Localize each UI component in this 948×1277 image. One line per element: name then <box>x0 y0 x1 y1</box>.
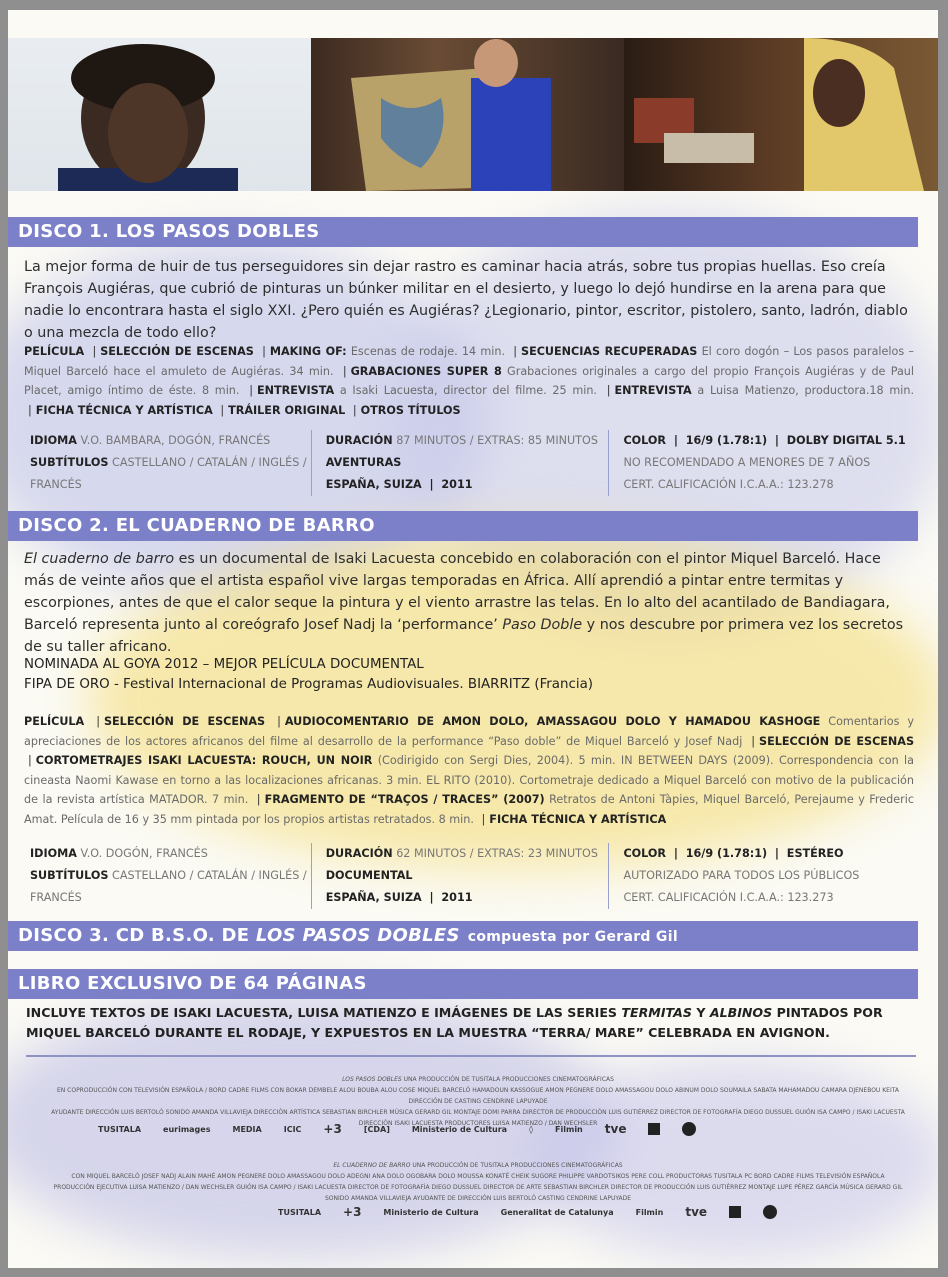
disc3-composer: compuesta por Gerard Gil <box>467 929 678 945</box>
disc1-extra-text: a Isaki Lacuesta, director del filme. 25 min. <box>334 384 597 397</box>
credits-line: EN COPRODUCCIÓN CON TELEVISIÓN ESPAÑOLA / BORD CADRE FILMS CON BOKAR DEMBELE ALOU BOUBA ALOU COSE MIQUEL BARCELÓ HAMADOUN KASSOGUE AMON PEGNERE DOLO AMASSAGOU DOLO ABINUM DOLO SOUMAILA SABATA MAHAMADOU CAMARA DJENEBOU KEITA DIRECCIÓN DE CASTING CENDRINE LAPUYADE <box>56 1087 900 1105</box>
series-termitas: TERMITAS <box>621 1005 692 1020</box>
color-value: COLOR <box>623 847 667 860</box>
disc1-extra-text: a Luisa Matienzo, productora.18 min. <box>691 384 915 397</box>
separator: | <box>256 793 261 806</box>
sponsor-logo <box>729 1206 741 1218</box>
disc1-extra-label: MAKING OF: <box>269 345 347 358</box>
sponsor-logo: +3 <box>343 1205 362 1219</box>
photo-strip <box>8 38 938 191</box>
photo-man-portrait <box>8 38 311 191</box>
logos-row-1 <box>98 1122 696 1136</box>
sponsor-logo: Filmin <box>635 1207 664 1217</box>
performance-title: Paso Doble <box>502 617 583 633</box>
language-label: IDIOMA <box>30 847 77 860</box>
certificate-value: CERT. CALIFICACIÓN I.C.A.A.: 123.278 <box>623 478 834 491</box>
disc1-extras <box>24 342 914 420</box>
book-text-and: Y <box>691 1005 710 1020</box>
separator: | <box>751 734 756 748</box>
disc1-extra-label: ENTREVISTA <box>256 384 335 397</box>
sponsor-logo: tve <box>685 1205 708 1219</box>
disc2-extra-label: FICHA TÉCNICA Y ARTÍSTICA <box>489 812 667 826</box>
year-value: 2011 <box>441 891 473 904</box>
language-value: V.O. DOGÓN, FRANCÉS <box>80 847 208 860</box>
disc2-tech-specs: IDIOMA V.O. DOGÓN, FRANCÉS SUBTÍTULOS CASTELLANO / CATALÁN / INGLÉS / FRANCÉS DURACIÓN 62 MINUTOS / EXTRAS: 23 MINUTOS DOCUMENTAL ESPAÑA, SUIZA | 2011 COLOR | 16/9 (1.78:1) | ESTÉREO AUTORIZADO PARA TODOS LOS PÚBLICOS CERT. CALIFICACIÓN I.C.A.A.: 123.273 <box>30 843 920 909</box>
genre-value: DOCUMENTAL <box>325 869 413 882</box>
disc2-awards <box>24 655 593 695</box>
credits-title: LOS PASOS DOBLES <box>342 1076 402 1083</box>
disc2-extra-label: CORTOMETRAJES ISAKI LACUESTA: ROUCH, UN NOIR <box>35 754 373 767</box>
logos-row-2 <box>278 1205 777 1219</box>
disc1-extra-label: TRÁILER ORIGINAL <box>228 403 346 417</box>
sponsor-logo <box>648 1123 660 1135</box>
sponsor-logo: MEDIA <box>232 1124 262 1134</box>
book-text-end: PINTADOS POR MIQUEL BARCELÓ DURANTE EL RODAJE, Y EXPUESTOS EN LA MUESTRA “TERRA/ MARE” CELEBRADA EN AVIGNON. <box>26 1005 883 1040</box>
disc2-extras <box>24 712 914 829</box>
sponsor-logo: Ministerio de Cultura <box>411 1124 508 1134</box>
separator: | <box>342 364 347 378</box>
disc1-synopsis: La mejor forma de huir de tus perseguidores sin dejar rastro es caminar hacia atrás, sobre tus propias huellas. Eso creía François Augiéras, que cubrió de pinturas un búnker militar en el desierto, y luego lo dejó hundirse en la arena para que nadie lo encontrara hasta el siglo XXI. ¿Pero quién es Augiéras? ¿Legionario, pintor, escritor, pistolero, santo, ladrón, diablo o una mezcla de todo ello? <box>24 259 908 341</box>
duration-label: DURACIÓN <box>325 434 393 447</box>
sponsor-logo: Ministerio de Cultura <box>383 1207 479 1217</box>
book-description <box>26 1003 916 1043</box>
rating-value: AUTORIZADO PARA TODOS LOS PÚBLICOS <box>623 869 860 882</box>
country-value: ESPAÑA, SUIZA <box>325 891 422 904</box>
disc3-soundtrack-title: LOS PASOS DOBLES <box>255 925 460 946</box>
credits-line: PRODUCCIÓN EJECUTIVA LUISA MATIENZO / DAN WECHSLER GUIÓN ISA CAMPO / ISAKI LACUESTA DIRECTOR DE FOTOGRAFÍA DIEGO DUSSUEL DIRECTOR DE ARTE SEBASTIAN BIRCHLER DIRECTOR DE PRODUCCIÓN LUIS GUTIÉRREZ MONTAJE LUPE PÉREZ GARCÍA MÚSICA GERARD GIL SONIDO AMANDA VILLAVIEJA AYUDANTE DE DIRECCIÓN LUIS BERTOLÓ CASTING CENDRINE LAPUYADE <box>53 1184 903 1202</box>
sponsor-logo: [CDA] <box>363 1124 390 1134</box>
synopsis-text: es un documental de Isaki Lacuesta concebido en colaboración con el pintor Miquel Barceló. Hace más de veinte años que el artista español vive largas temporadas en África. Allí aprendió a pintar entre termitas y escorpiones, antes de que el calor seque la pintura y el viento arrastre las telas. En lo alto del acantilado de Bandiagara, Barceló representa junto al coreógrafo Josef Nadj la ‘performance’ <box>24 551 890 633</box>
format-value: 16/9 (1.78:1) <box>685 847 768 860</box>
sponsor-logo <box>763 1205 777 1219</box>
separator: | <box>96 715 100 728</box>
dvd-back-cover <box>8 10 938 1268</box>
disc1-extra-label: GRABACIONES SUPER 8 <box>350 364 502 378</box>
rating-value: NO RECOMENDADO A MENORES DE 7 AÑOS <box>623 456 871 469</box>
fipa-award: FIPA DE ORO - Festival Internacional de Programas Audiovisuales. BIARRITZ (Francia) <box>24 677 594 692</box>
separator: | <box>28 403 32 417</box>
genre-value: AVENTURAS <box>325 456 402 469</box>
credits-line: CON MIQUEL BARCELÓ JOSEF NADJ ALAIN MAHÉ AMON PEGNERE DOLO AMASSAGOU DOLO ADEGNI ANA DOLO OGOBARA DOLO MOUSSA KONATÉ CHEIK SUGORE PHILIPPE VARDOTSIKOS PERE COLL PRODUCTORAS TUSITALA PC BORD CADRE FILMS TELEVISIÓN ESPAÑOLA <box>71 1173 885 1180</box>
audio-value: ESTÉREO <box>786 847 844 860</box>
sponsor-logo: TUSITALA <box>278 1207 322 1217</box>
credits-title: EL CUADERNO DE BARRO <box>333 1162 411 1169</box>
film-title: El cuaderno de barro <box>24 551 175 567</box>
disc1-extra-label: ENTREVISTA <box>614 384 692 397</box>
disc2-extra-label: AUDIOCOMENTARIO DE AMON DOLO, AMASSAGOU DOLO Y HAMADOU KASHOGE <box>284 715 821 728</box>
duration-label: DURACIÓN <box>325 847 393 860</box>
disc1-extra-label: SECUENCIAS RECUPERADAS <box>521 345 698 358</box>
disc2-extra-label: SELECCIÓN DE ESCENAS <box>759 734 915 748</box>
photo-painter-at-work <box>311 38 624 191</box>
subtitles-label: SUBTÍTULOS <box>30 869 109 882</box>
disc1-tech-specs: IDIOMA V.O. BAMBARA, DOGÓN, FRANCÉS SUBTÍTULOS CASTELLANO / CATALÁN / INGLÉS / FRANCÉS DURACIÓN 87 MINUTOS / EXTRAS: 85 MINUTOS AVENTURAS ESPAÑA, SUIZA | 2011 COLOR | 16/9 (1.78:1) | DOLBY DIGITAL 5.1 NO RECOMENDADO A MENORES DE 7 AÑOS CERT. CALIFICACIÓN I.C.A.A.: 123.278 <box>30 430 920 496</box>
disc2-extra-label: PELÍCULA <box>24 715 85 728</box>
disc1-extra-label: SELECCIÓN DE ESCENAS <box>100 345 254 358</box>
disc1-extra-text: Grabaciones originales a cargo del propio François Augiéras y de Paul Placet, amigo íntimo de éste. 8 min. <box>24 364 914 397</box>
disc2-synopsis <box>24 548 914 658</box>
separator: | <box>481 812 486 826</box>
audio-value: DOLBY DIGITAL 5.1 <box>786 434 906 447</box>
disc1-extra-label: PELÍCULA <box>24 345 85 358</box>
disc2-heading: DISCO 2. EL CUADERNO DE BARRO <box>8 511 918 541</box>
divider-line <box>26 1055 916 1057</box>
credits-line: UNA PRODUCCIÓN DE TUSITALA PRODUCCIONES CINEMATOGRÁFICAS <box>403 1076 614 1083</box>
subtitles-value: CASTELLANO / CATALÁN / INGLÉS / FRANCÉS <box>30 869 307 904</box>
man-portrait-image <box>8 38 311 191</box>
woman-image <box>624 38 938 191</box>
separator: | <box>606 384 611 397</box>
painter-image <box>311 38 624 191</box>
duration-value: 87 MINUTOS / EXTRAS: 85 MINUTOS <box>396 434 598 447</box>
sponsor-logo <box>682 1122 696 1136</box>
photo-woman-scarf <box>624 38 938 191</box>
book-heading: LIBRO EXCLUSIVO DE 64 PÁGINAS <box>8 969 918 999</box>
sponsor-logo: ◊ <box>529 1124 534 1134</box>
sponsor-logo: +3 <box>323 1122 342 1136</box>
separator: | <box>262 345 266 358</box>
sponsor-logo: eurimages <box>163 1124 211 1134</box>
synopsis-end: y nos descubre por primera vez los secretos de su taller africano. <box>24 617 904 655</box>
disc3-heading-prefix: DISCO 3. CD B.S.O. DE <box>18 925 256 946</box>
subtitles-value: CASTELLANO / CATALÁN / INGLÉS / FRANCÉS <box>30 456 307 491</box>
sponsor-logo: tve <box>604 1122 627 1136</box>
credits-line: UNA PRODUCCIÓN DE TUSITALA PRODUCCIONES CINEMATOGRÁFICAS <box>412 1162 623 1169</box>
language-value: V.O. BAMBARA, DOGÓN, FRANCÉS <box>80 434 271 447</box>
separator: | <box>249 384 253 397</box>
certificate-value: CERT. CALIFICACIÓN I.C.A.A.: 123.273 <box>623 891 834 904</box>
separator: | <box>513 345 518 358</box>
disc2-extra-label: FRAGMENTO DE “TRAÇOS / TRACES” (2007) <box>264 793 545 806</box>
language-label: IDIOMA <box>30 434 77 447</box>
separator: | <box>28 754 32 767</box>
disc2-extra-text: Comentarios y apreciaciones de los actores africanos del filme al desarrollo de la performance “Paso doble” de Miquel Barceló y Josef Nadj <box>24 715 915 748</box>
separator: | <box>352 403 357 417</box>
credits-block-2 <box>48 1160 908 1204</box>
disc1-heading: DISCO 1. LOS PASOS DOBLES <box>8 217 918 247</box>
disc2-extra-text: (Codirigido con Sergi Dies, 2004). 5 min. IN BETWEEN DAYS (2009). Correspondencia con la cineasta Naomi Kawase en torno a las localizaciones africanas. 3 min. EL RITO (2010). Cortometraje dedicado a Miquel Barceló con motivo de la publicación de la revista artística MATADOR. 7 min. <box>24 754 914 806</box>
disc2-extra-text: Retratos de Antoni Tàpies, Miquel Barceló, Perejaume y Frederic Amat. Película de 16 y 35 mm pintada por los propios artistas retratados. 8 min. <box>24 793 914 826</box>
series-albinos: ALBINOS <box>709 1005 773 1020</box>
disc1-extra-label: FICHA TÉCNICA Y ARTÍSTICA <box>35 403 213 417</box>
duration-value: 62 MINUTOS / EXTRAS: 23 MINUTOS <box>396 847 598 860</box>
credits-line: AYUDANTE DIRECCIÓN LUIS BERTOLÓ SONIDO AMANDA VILLAVIEJA DIRECCIÓN ARTÍSTICA SEBASTIAN BIRCHLER MÚSICA GERARD GIL MONTAJE DOMI PARRA DIRECTOR DE PRODUCCIÓN LUIS GUTIÉRREZ DIRECTOR DE FOTOGRAFÍA DIEGO DUSSUEL GUIÓN ISA CAMPO / ISAKI LACUESTA DIRECCIÓN ISAKI LACUESTA PRODUCTORES LUISA MATIENZO / DAN WECHSLER <box>51 1109 905 1127</box>
goya-nomination: NOMINADA AL GOYA 2012 – MEJOR PELÍCULA DOCUMENTAL <box>24 657 424 672</box>
sponsor-logo: TUSITALA <box>98 1124 142 1134</box>
disc3-heading <box>8 921 918 951</box>
sponsor-logo: Generalitat de Catalunya <box>500 1207 614 1217</box>
format-value: 16/9 (1.78:1) <box>685 434 768 447</box>
separator: | <box>220 403 225 417</box>
year-value: 2011 <box>441 478 473 491</box>
book-text: INCLUYE TEXTOS DE ISAKI LACUESTA, LUISA MATIENZO E IMÁGENES DE LAS SERIES <box>26 1005 622 1020</box>
disc1-extra-label: OTROS TÍTULOS <box>360 403 461 417</box>
disc2-extra-label: SELECCIÓN DE ESCENAS <box>103 715 266 728</box>
separator: | <box>92 345 97 358</box>
credits-block-1 <box>48 1074 908 1129</box>
disc1-extra-text: El coro dogón – Los pasos paralelos – Miquel Barceló hace el amuleto de Augiéras. 34 min. <box>24 345 915 378</box>
sponsor-logo: ICIC <box>283 1124 302 1134</box>
separator: | <box>277 715 281 728</box>
color-value: COLOR <box>623 434 667 447</box>
country-value: ESPAÑA, SUIZA <box>325 478 422 491</box>
disc1-extra-text: Escenas de rodaje. 14 min. <box>346 345 505 358</box>
sponsor-logo: Filmin <box>555 1124 583 1134</box>
subtitles-label: SUBTÍTULOS <box>30 456 109 469</box>
